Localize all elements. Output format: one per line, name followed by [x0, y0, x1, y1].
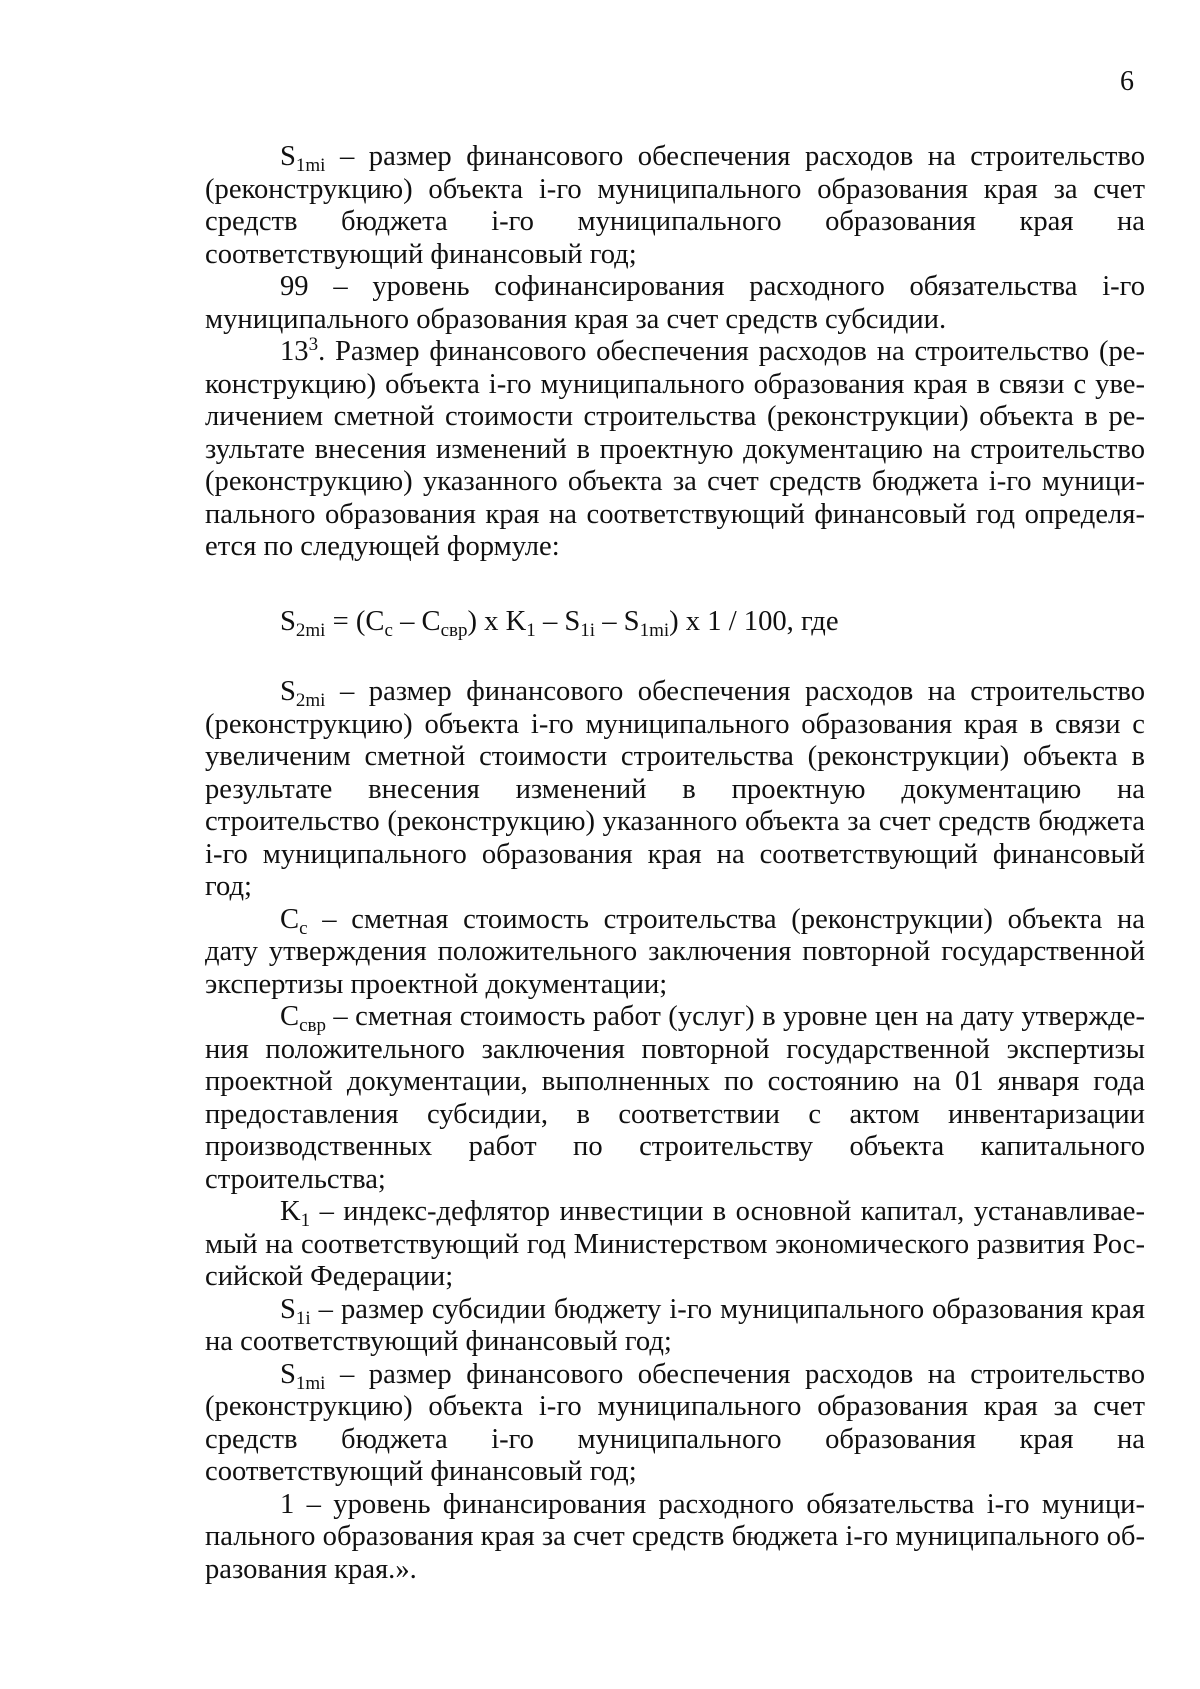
definition-text: – уровень софинансирования расходного обязательства i-го муниципального образования края за счет средств субсидии. [205, 271, 1145, 335]
section-superscript: 3 [308, 334, 319, 355]
definition-text: – размер субсидии бюджету i-го муниципального образования края на соответствующий финансовый год; [205, 1293, 1145, 1357]
symbol-s: S [280, 1293, 296, 1325]
formula-symbol: C [365, 605, 385, 637]
definition-s2mi [205, 676, 1145, 904]
symbol-subscript: 2mi [295, 690, 326, 711]
formula-subscript: 1 [526, 619, 536, 641]
formula-operator: – [392, 605, 422, 637]
formula-subscript: 1mi [639, 619, 670, 641]
definition-level-99 [205, 271, 1145, 336]
definition-text: – размер финансового обеспечения расходов на строительство (реконструкцию) объекта i-го муниципального образования края за счет средств бюджета i-го муниципального образования края на соответствующий финансовый год; [205, 1358, 1145, 1487]
symbol-subscript: 1 [300, 1210, 311, 1231]
definition-s1mi [205, 141, 1145, 271]
symbol-subscript: 1i [295, 1307, 311, 1329]
definition-text: – индекс-дефлятор инвестиции в основной капитал, устанавливаемый на соответствующий год Министерством экономического развития Российской Федерации; [205, 1196, 1145, 1292]
definition-k1 [205, 1196, 1145, 1294]
symbol-c: C [280, 903, 300, 935]
symbol-subscript: свр [299, 1015, 326, 1036]
section-13-3 [205, 336, 1145, 564]
formula-subscript: 2mi [295, 619, 326, 641]
paragraph-lead: 99 [280, 271, 309, 302]
symbol-s: S [280, 141, 296, 172]
document-body [205, 141, 1145, 1586]
formula-operator: ) x [467, 605, 506, 637]
formula-symbol: C [421, 605, 441, 637]
symbol-subscript: 1mi [295, 155, 326, 176]
formula-symbol: K [505, 605, 527, 637]
section-number: 13 [280, 336, 309, 367]
definition-level-1 [205, 1489, 1145, 1587]
symbol-s: S [280, 676, 296, 707]
formula-subscript: c [384, 619, 393, 641]
formula-operator: ) x 1 / 100, где [669, 605, 839, 637]
formula-operator: = ( [325, 605, 366, 637]
formula-symbol: S [623, 605, 640, 637]
symbol-k: K [280, 1196, 301, 1227]
paragraph-lead: 1 [280, 1488, 295, 1520]
formula-subscript: свр [440, 619, 468, 641]
symbol-c: C [280, 1001, 300, 1032]
formula-symbol: S [280, 605, 296, 637]
symbol-s: S [280, 1358, 296, 1390]
definition-text: – сметная стоимость строительства (реконструкции) объекта на дату утверждения положительного заключения повторной государственной экспертизы проектной документации; [205, 903, 1145, 1000]
section-text: . Размер финансового обеспечения расходов на строительство (реконструкцию) объекта i-го муниципального образования края в связи с увеличением сметной стоимости строительства (реконструкции) объекта в результате внесения изменений в проектную документацию на строительство (реконструкцию) указанного объекта за счет средств бюджета i-го муниципального образования края на соответствующий финансовый год определяется по следующей формуле: [205, 336, 1145, 562]
formula-symbol: S [564, 605, 581, 637]
definition-text: – размер финансового обеспечения расходов на строительство (реконструкцию) объекта i-го муниципального образования края за счет средств бюджета i-го муниципального образования края на соответствующий финансовый год; [205, 141, 1145, 270]
definition-cc [205, 904, 1145, 1002]
formula [205, 606, 1145, 639]
definition-s1i [205, 1294, 1145, 1359]
formula-operator: – [535, 605, 565, 637]
formula-operator: – [595, 605, 624, 637]
page-number: 6 [1120, 66, 1134, 97]
symbol-subscript: c [299, 917, 308, 939]
symbol-subscript: 1mi [295, 1372, 326, 1394]
definition-csvr [205, 1001, 1145, 1196]
formula-subscript: 1i [580, 619, 596, 641]
definition-text: – уровень финансирования расходного обязательства i-го муниципального образования края за счет средств бюджета i-го муниципального образования края.». [205, 1488, 1145, 1585]
definition-text: – размер финансового обеспечения расходов на строительство (реконструкцию) объекта i-го муниципального образования края в связи с увеличеним сметной стоимости строительства (реконструкции) объекта в результате внесения изменений в проектную документацию на строительство (реконструкцию) указанного объекта за счет средств бюджета i-го муниципального образования края на соответствующий финансовый год; [205, 676, 1145, 902]
definition-text: – сметная стоимость работ (услуг) в уровне цен на дату утверждения положительного заключения повторной государственной экспертизы проектной документации, выполненных по состоянию на 01 января года предоставления субсидии, в соответствии с актом инвентаризации производственных работ по строительству объекта капитального строительства; [205, 1001, 1145, 1195]
definition-s1mi-repeat [205, 1359, 1145, 1489]
